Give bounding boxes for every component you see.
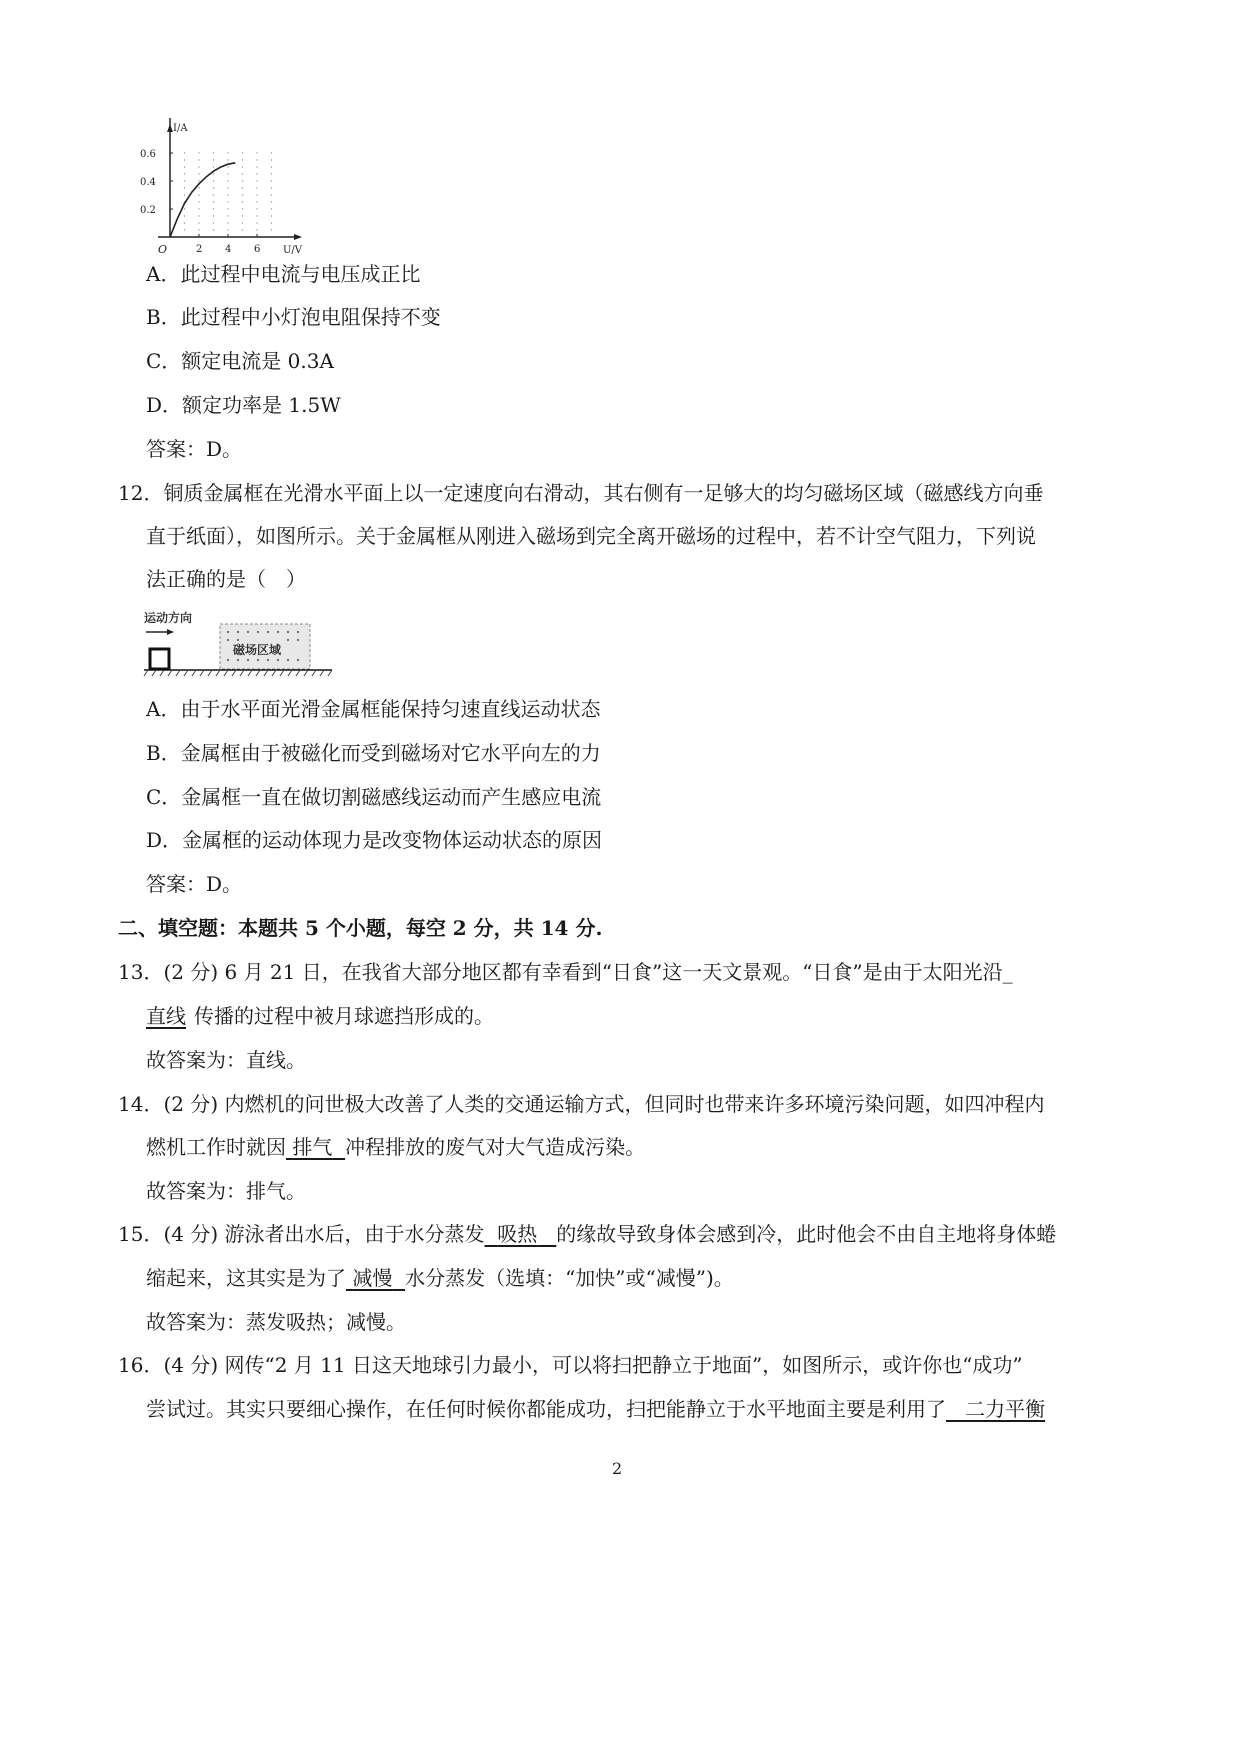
q12-option-d: D．金属框的运动体现力是改变物体运动状态的原因 [146,828,603,852]
q13-line-1: 13．(2 分) 6 月 21 日，在我省大部分地区都有幸看到“日食”这一天文景观。“日食”是由于太阳光沿_ [118,960,1013,984]
grid-dot [198,201,199,202]
x-tick-label: 2 [196,244,203,255]
q13-line-2 [146,1004,494,1028]
grid-dot [213,215,214,216]
grid-dot [227,159,228,160]
grid-dot [227,201,228,202]
q12-line-3: 法正确的是（ ） [146,567,306,591]
grid-dot [256,201,257,202]
x-axis-label: U/V [283,245,303,256]
origin-label: O [158,243,168,256]
motion-direction-label: 运动方向 [144,611,193,625]
grid-dot [256,180,257,181]
grid-dot [271,222,272,223]
grid-dot [198,229,199,230]
q13-answer: 故答案为：直线。 [146,1048,306,1072]
grid-dot [256,222,257,223]
q14-line-2 [146,1135,645,1159]
q12-figure [142,606,338,678]
grid-dot [271,208,272,209]
q15-line-2 [146,1266,734,1290]
grid-dot [213,180,214,181]
grid-dot [227,208,228,209]
grid-dot [242,187,243,188]
grid-dot [198,166,199,167]
q15-line-1-post: 的缘故导致身体会感到冷，此时他会不由自主地将身体蜷 [556,1222,1057,1246]
grid-dot [242,159,243,160]
grid-dot [213,159,214,160]
q14-blank: 排气 [292,1135,333,1159]
grid-dot [198,215,199,216]
grid-dot [213,208,214,209]
grid-dot [213,187,214,188]
q14-line-1: 14．(2 分) 内燃机的问世极大改善了人类的交通运输方式，但同时也带来许多环境污染问题，如四冲程内 [118,1092,1045,1116]
q14-line-2-post: 冲程排放的废气对大气造成污染。 [345,1135,646,1159]
q15-answer: 故答案为：蒸发吸热；减慢。 [146,1310,406,1334]
metal-frame [150,649,169,669]
grid-dot [271,166,272,167]
grid-dot [198,159,199,160]
section2-heading: 二、填空题：本题共 5 个小题，每空 2 分，共 14 分. [118,916,603,940]
q11-answer: 答案：D。 [146,437,243,461]
q16-blank: 二力平衡 [965,1397,1046,1421]
grid-dot [271,215,272,216]
grid-dot [213,166,214,167]
grid-dot [271,180,272,181]
x-axis-arrow [294,234,302,240]
grid-dot [271,229,272,230]
grid-dot [256,208,257,209]
q12-answer: 答案：D。 [146,872,243,896]
grid-dot [242,180,243,181]
q13-line-2-rest: 传播的过程中被月球遮挡形成的。 [194,1004,494,1028]
grid-dot [271,194,272,195]
grid-dot [271,159,272,160]
grid-dot [256,215,257,216]
q11-option-a: A．此过程中电流与电压成正比 [146,262,421,286]
magnetic-field-label: 磁场区域 [233,643,282,657]
y-axis-label: I/A [173,123,188,134]
y-tick-label: 0.2 [140,205,156,216]
grid-dot [242,208,243,209]
grid-dot [256,152,257,153]
grid-dot [198,180,199,181]
y-tick-label: 0.4 [140,177,156,188]
grid-dot [213,194,214,195]
q15-line-2-pre: 缩起来，这其实是为了 [146,1266,346,1290]
grid-dot [271,187,272,188]
grid-dot [184,180,185,181]
q11-option-d: D．额定功率是 1.5W [146,393,341,417]
q13-blank: 直线 [146,1004,186,1028]
x-tick-label: 6 [254,244,261,255]
grid-dot [184,166,185,167]
motion-arrowhead [167,629,174,635]
q12-line-2: 直于纸面），如图所示。关于金属框从刚进入磁场到完全离开磁场的过程中，若不计空气阻力，下列说 [146,524,1036,548]
grid-dot [184,208,185,209]
q11-option-c: C．额定电流是 0.3A [146,349,334,373]
grid-dot [227,187,228,188]
q16-line-2 [146,1397,1045,1421]
grid-dot [227,222,228,223]
grid-dot [242,215,243,216]
grid-dot [227,173,228,174]
grid-dot [242,222,243,223]
q14-answer: 故答案为：排气。 [146,1179,306,1203]
grid-dot [271,201,272,202]
grid-dot [198,173,199,174]
grid-dot [256,187,257,188]
grid-dot [213,201,214,202]
page-number: 2 [612,1459,623,1478]
grid-dot [184,194,185,195]
grid-dot [198,208,199,209]
grid-dot [213,173,214,174]
grid-dot [227,152,228,153]
grid-dot [242,166,243,167]
grid-dot [198,152,199,153]
q12-option-a: A．由于水平面光滑金属框能保持匀速直线运动状态 [146,697,601,721]
iu-curve [170,163,235,237]
q15-line-1-pre: 15．(4 分) 游泳者出水后，由于水分蒸发 [118,1222,485,1246]
grid-dot [198,194,199,195]
grid-dot [213,229,214,230]
grid-dot [184,159,185,160]
q12-option-c: C．金属框一直在做切割磁感线运动而产生感应电流 [146,785,602,809]
q15-blank-2: 减慢 [352,1266,393,1290]
grid-dot [198,187,199,188]
grid-dot [227,215,228,216]
grid-dot [213,152,214,153]
grid-dot [256,194,257,195]
y-tick-label: 0.6 [140,149,156,160]
q14-line-2-pre: 燃机工作时就因 [146,1135,286,1159]
q15-line-2-post: 水分蒸发（选填：“加快”或“减慢”)。 [405,1266,734,1290]
grid-dot [242,201,243,202]
grid-dot [213,222,214,223]
grid-dot [184,173,185,174]
q16-line-1: 16．(4 分) 网传“2 月 11 日这天地球引力最小，可以将扫把静立于地面”，如图所示，或许你也“成功” [118,1353,1023,1377]
grid-dot [227,180,228,181]
grid-dot [184,222,185,223]
grid-dot [256,173,257,174]
q15-line-1 [118,1222,1056,1246]
grid-dot [242,194,243,195]
grid-dot [184,152,185,153]
grid-dot [256,229,257,230]
grid-dot [242,173,243,174]
grid-dot [242,152,243,153]
q16-line-2-pre: 尝试过。其实只要细心操作，在任何时候你都能成功，扫把能静立于水平地面主要是利用了 [146,1397,946,1421]
ground-hatch [144,670,332,676]
grid-dot [184,215,185,216]
grid-dot [227,229,228,230]
grid-dot [227,194,228,195]
grid-dot [256,159,257,160]
grid-dot [271,152,272,153]
grid-dot [198,222,199,223]
grid-dot [227,166,228,167]
x-tick-label: 4 [225,244,232,255]
q12-option-b: B．金属框由于被磁化而受到磁场对它水平向左的力 [146,741,601,765]
q15-blank-1: 吸热 [497,1222,538,1246]
grid-dot [184,187,185,188]
iu-chart [140,118,310,258]
grid-dot [242,229,243,230]
grid-dot [184,229,185,230]
grid-dot [256,166,257,167]
q12-line-1: 12．铜质金属框在光滑水平面上以一定速度向右滑动，其右侧有一足够大的均匀磁场区域（磁感线方向垂 [118,481,1044,505]
grid-dot [271,173,272,174]
q11-option-b: B．此过程中小灯泡电阻保持不变 [146,305,441,329]
